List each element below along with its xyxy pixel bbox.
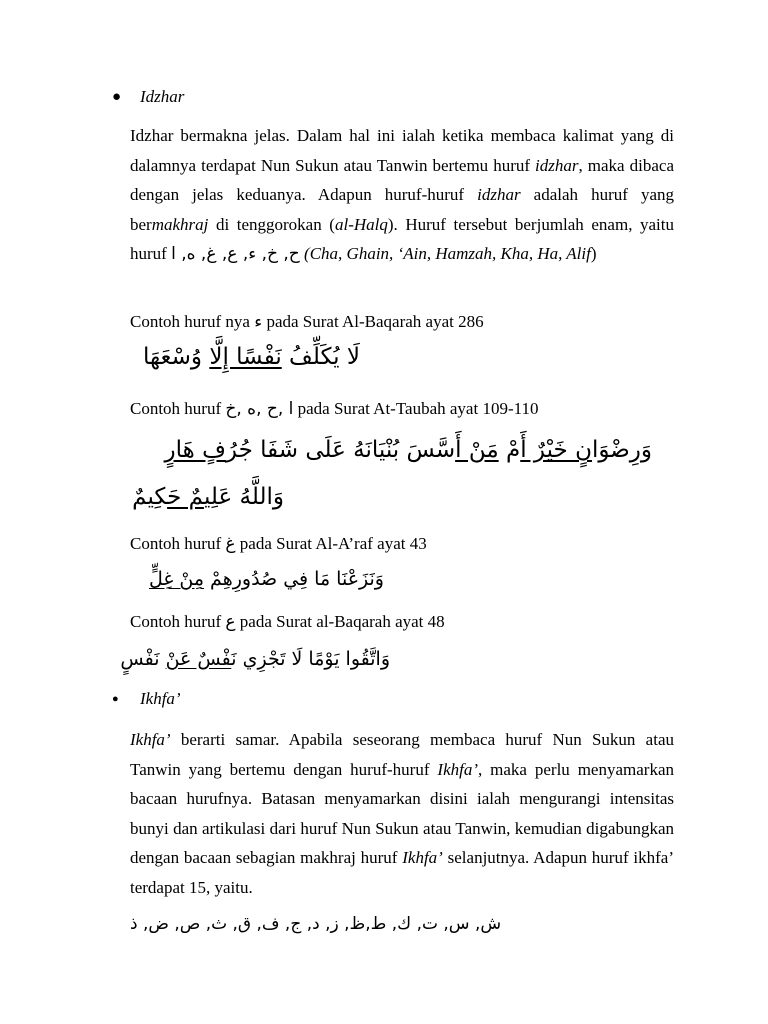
italic-term: Ikhfa’	[130, 730, 171, 749]
ayah-text: كِيمٌ	[132, 484, 168, 510]
example-3-caption	[130, 534, 427, 554]
bullet-icon: ●	[112, 88, 122, 105]
ikhfa-paragraph	[130, 725, 674, 903]
italic-term: al-Halq	[334, 214, 388, 234]
text-span: Contoh huruf nya	[130, 312, 255, 331]
text-span: pada Surat al-Baqarah ayat 48	[235, 612, 445, 631]
izhar-letters: ح, خ, ء, ع, غ, ه, ا	[171, 244, 300, 265]
italic-term: Ikhfa’	[437, 759, 478, 779]
ayah-highlight: نَفْسًا إِلَّا	[209, 344, 282, 370]
text-span: , maka perlu menyamarkan bacaan hurufnya. Batasan menyamarkan disini ialah mengurangi intensitas bunyi dan artikulasi dari huruf Nun Sukun atau Tanwin, kemudian digabungkan dengan bacaan sebagian makhraj huruf	[130, 759, 674, 868]
ayah-highlight: فْسٌ عَنْ	[165, 648, 232, 670]
italic-term: idzhar	[477, 185, 521, 205]
example-2-caption	[130, 399, 538, 419]
text-span: pada Surat Al-A’raf ayat 43	[235, 534, 427, 553]
text-span: Contoh huruf	[130, 534, 226, 553]
ayah-text: وَاتَّقُوا يَوْمًا لَا تَجْزِي نَ	[231, 648, 390, 670]
ayah-highlight: مٌ حَ	[167, 484, 204, 510]
text-span: , maka dibaca dengan jelas keduanya. Adapun huruf-huruf	[130, 155, 674, 205]
text-span: pada Surat At-Taubah ayat 109-110	[293, 399, 539, 418]
arabic-letter: ء	[254, 312, 263, 332]
arabic-letter: ا ,ح ,ه ,خ	[225, 399, 294, 419]
text-span: Idzhar bermakna jelas. Dalam hal ini ialah ketika membaca kalimat yang di dalamnya terdapat Nun Sukun atau Tanwin bertemu huruf	[130, 126, 674, 175]
ayah-al-araf-43	[149, 568, 384, 590]
text-span: )	[590, 244, 597, 264]
example-4-caption	[130, 612, 445, 632]
italic-term: makhraj	[151, 214, 209, 234]
ayah-al-baqarah-286	[143, 344, 360, 370]
italic-term: (Cha, Ghain, ‘Ain, Hamzah, Kha, Ha, Alif	[299, 244, 591, 264]
text-span: berarti samar. Apabila seseorang membaca huruf Nun Sukun atau Tanwin yang bertemu dengan huruf-huruf	[130, 730, 674, 779]
text-span: pada Surat Al-Baqarah ayat 286	[262, 312, 484, 331]
example-1-caption	[130, 312, 484, 332]
ayah-text: مْ	[498, 437, 521, 463]
italic-term: Ikhfa’	[402, 848, 443, 868]
ayah-highlight: مِنْ غِلٍّ	[149, 568, 205, 590]
arabic-letter: غ	[225, 534, 236, 554]
izhar-heading	[112, 87, 184, 107]
ayah-text: سَّسَ بُنْيَانَهُ عَلَى شَفَا جُرُ	[225, 437, 456, 463]
text-span: Contoh huruf	[130, 612, 226, 631]
izhar-paragraph	[130, 121, 674, 270]
ikhfa-heading	[112, 689, 181, 709]
ayah-al-baqarah-48	[120, 648, 390, 670]
ayah-text: وَرِضْوَا	[591, 437, 652, 463]
ayah-at-taubah-110	[132, 484, 284, 510]
ikhfa-letters: ش, س, ت, ك, ط,ظ, ز, د, ج, ف, ق, ث, ص, ض, ذ	[130, 914, 502, 934]
text-span: adalah huruf yang ber	[130, 185, 674, 234]
text-span: selanjutnya. Adapun huruf ikhfa’ terdapat 15, yaitu.	[130, 848, 674, 897]
ayah-text: وَاللَّهُ عَلِي	[203, 484, 284, 510]
ayah-highlight: فٍ هَارٍ	[164, 437, 226, 463]
text-span: di tenggorokan (	[208, 214, 335, 234]
arabic-letter: ع	[225, 612, 236, 632]
ayah-text: وَنَزَعْنَا مَا فِي صُدُورِهِمْ	[204, 568, 384, 590]
text-span: ). Huruf tersebut berjumlah enam, yaitu huruf	[130, 214, 675, 264]
ayah-text: وُسْعَهَا	[142, 344, 210, 370]
ayah-highlight: مَنْ أَ	[455, 437, 499, 463]
ikhfa-title: Ikhfa’	[140, 689, 181, 708]
bullet-icon: ●	[112, 693, 119, 705]
ayah-highlight: نٍ خَيْرٌ أَ	[520, 437, 592, 463]
text-span: Contoh huruf	[130, 399, 226, 418]
ayah-text: نَفْسٍ	[120, 648, 166, 670]
ayah-text: لَا يُكَلِّفُ	[281, 344, 360, 370]
izhar-title: Idzhar	[140, 87, 185, 106]
ayah-at-taubah-109	[165, 437, 652, 463]
italic-term: idzhar	[535, 155, 579, 175]
